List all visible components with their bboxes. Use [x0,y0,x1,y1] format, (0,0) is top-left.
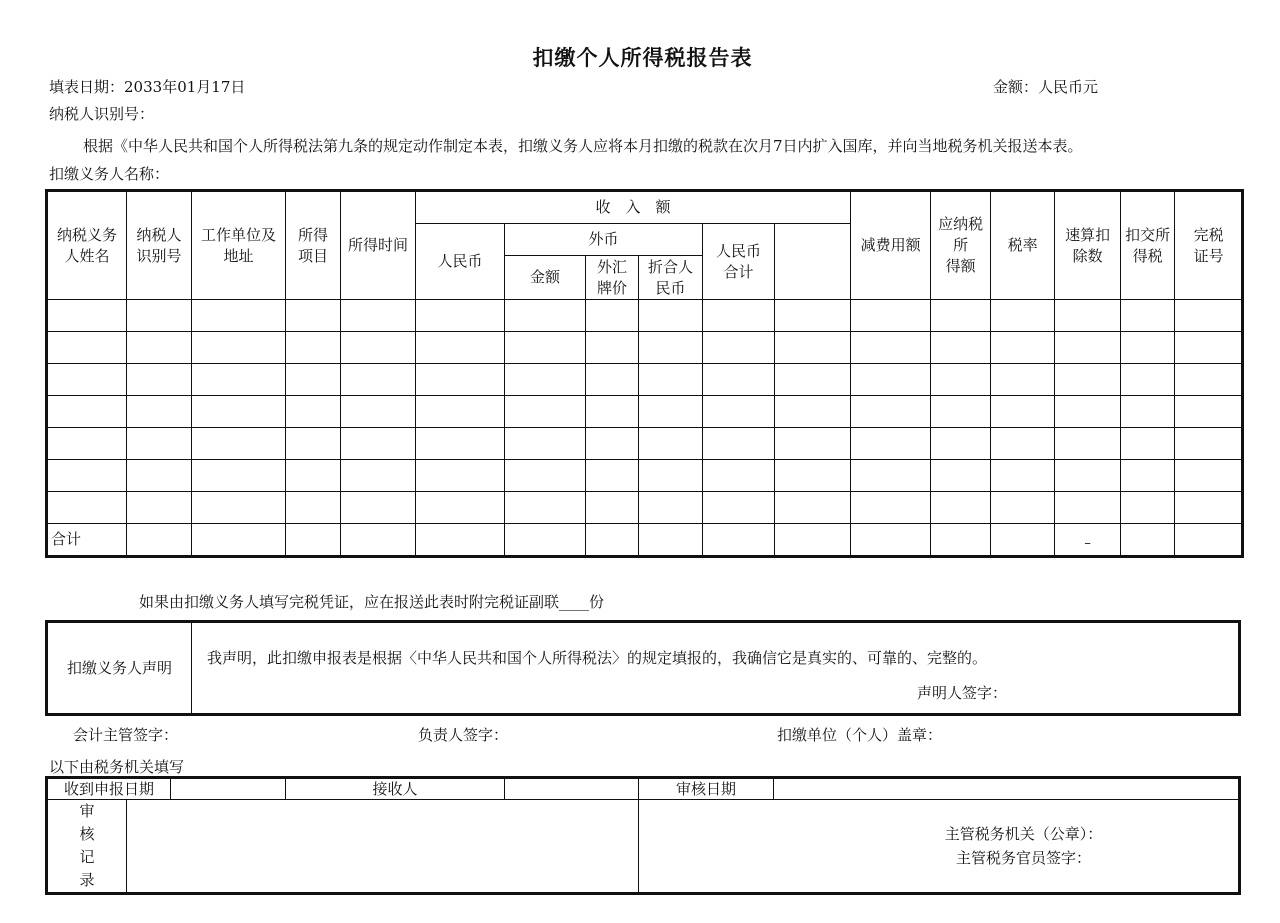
table-cell[interactable] [775,396,851,428]
total-cell[interactable] [416,524,505,557]
table-cell[interactable] [1175,492,1243,524]
table-cell[interactable] [703,396,775,428]
table-cell[interactable] [639,428,703,460]
officer-signature[interactable]: 主管税务官员签字： [956,849,1092,867]
audit-record-label: 审 核 记 录 [47,800,127,894]
table-cell[interactable] [931,460,991,492]
table-cell[interactable] [341,428,416,460]
table-cell[interactable] [1175,300,1243,332]
tax-cert-copy-note: 如果由扣缴义务人填写完税凭证，应在报送此表时附完税证副联____份 [139,593,605,611]
table-cell[interactable] [505,396,586,428]
table-cell[interactable] [286,396,341,428]
amount-unit: 金额：人民币元 [993,78,1099,96]
table-cell[interactable] [47,364,127,396]
table-cell[interactable] [991,332,1055,364]
col-header-rmb: 人民币 [416,224,505,300]
table-cell[interactable] [1055,396,1121,428]
total-cell[interactable] [586,524,639,557]
table-cell[interactable] [775,492,851,524]
table-cell[interactable] [505,428,586,460]
table-cell[interactable] [127,300,192,332]
page-title: 扣缴个人所得税报告表 [532,46,753,70]
table-cell[interactable] [1055,428,1121,460]
table-cell[interactable] [1055,332,1121,364]
table-cell[interactable] [639,332,703,364]
received-date-field[interactable] [171,778,286,800]
authority-seal[interactable]: 主管税务机关（公章）： [944,825,1103,843]
total-cell[interactable] [639,524,703,557]
total-row [47,524,1243,557]
declaration-body [192,622,1240,715]
table-cell[interactable] [47,300,127,332]
col-group-foreign-currency: 外币 [505,224,703,256]
table-cell[interactable] [851,364,931,396]
table-cell[interactable] [586,396,639,428]
table-cell[interactable] [586,364,639,396]
table-cell[interactable] [703,428,775,460]
table-cell[interactable] [416,300,505,332]
col-header-income-time: 所得时间 [341,191,416,300]
total-cell[interactable] [991,524,1055,557]
table-cell[interactable] [703,460,775,492]
table-cell[interactable] [286,364,341,396]
table-cell[interactable] [775,300,851,332]
table-cell[interactable] [1121,492,1175,524]
table-cell[interactable] [505,460,586,492]
table-cell[interactable] [416,460,505,492]
declarant-signature[interactable]: 声明人签字： [917,684,1008,702]
col-header-taxpayer-name: 纳税义务 人姓名 [47,191,127,300]
table-cell[interactable] [47,492,127,524]
fill-date-label: 填表日期： [49,78,125,96]
table-cell[interactable] [1121,364,1175,396]
table-cell[interactable] [851,460,931,492]
col-header-quick-deduction: 速算扣 除数 [1055,191,1121,300]
table-cell[interactable] [775,364,851,396]
col-header-fx-rate: 外汇 牌价 [586,256,639,300]
total-cell[interactable] [931,524,991,557]
table-cell[interactable] [47,460,127,492]
review-date-label: 审核日期 [639,778,774,800]
table-cell[interactable] [286,332,341,364]
table-cell[interactable] [286,492,341,524]
table-cell[interactable] [639,396,703,428]
withholder-name-label: 扣缴义务人名称： [49,165,170,183]
table-cell[interactable] [639,492,703,524]
table-cell[interactable] [586,492,639,524]
person-in-charge-signature[interactable]: 负责人签字： [418,726,509,744]
table-cell[interactable] [127,492,192,524]
table-cell[interactable] [192,428,286,460]
table-cell[interactable] [991,300,1055,332]
total-tax-withheld[interactable]: – [1055,524,1121,557]
col-header-employer: 工作单位及 地址 [192,191,286,300]
table-cell[interactable] [931,364,991,396]
receiver-label: 接收人 [286,778,505,800]
table-cell[interactable] [586,332,639,364]
col-header-fc-amount: 金额 [505,256,586,300]
col-header-income-item: 所得 项目 [286,191,341,300]
table-cell[interactable] [775,428,851,460]
table-cell[interactable] [991,364,1055,396]
table-cell[interactable] [775,460,851,492]
table-cell[interactable] [931,396,991,428]
table-cell[interactable] [192,364,286,396]
table-cell[interactable] [1175,460,1243,492]
tax-authority-table [45,776,1241,895]
table-cell[interactable] [341,300,416,332]
table-cell[interactable] [1175,428,1243,460]
col-header-tax-rate: 税率 [991,191,1055,300]
table-cell[interactable] [341,460,416,492]
table-cell[interactable] [127,428,192,460]
table-cell[interactable] [286,460,341,492]
table-row [47,396,1243,428]
table-cell[interactable] [505,332,586,364]
declaration-text: 我声明，此扣缴申报表是根据〈中华人民共和国个人所得税法〉的规定填报的，我确信它是真实的、可靠的、完整的。 [207,649,988,667]
table-cell[interactable] [1175,332,1243,364]
table-cell[interactable] [1121,300,1175,332]
table-cell[interactable] [639,460,703,492]
accounting-supervisor-signature[interactable]: 会计主管签字： [73,726,179,744]
col-header-tax-withheld: 扣交所 得税 [1121,191,1175,300]
table-cell[interactable] [586,300,639,332]
table-cell[interactable] [341,492,416,524]
table-row [47,300,1243,332]
table-cell[interactable] [47,428,127,460]
table-cell[interactable] [775,332,851,364]
table-cell[interactable] [127,332,192,364]
total-cell[interactable] [703,524,775,557]
table-cell[interactable] [991,428,1055,460]
col-header-rmb-total: 人民币 合计 [703,224,775,300]
table-cell[interactable] [851,428,931,460]
withholding-unit-seal[interactable]: 扣缴单位（个人）盖章： [777,726,943,744]
col-header-taxpayer-id: 纳税人 识别号 [127,191,192,300]
table-cell[interactable] [286,428,341,460]
total-label: 合计 [47,524,127,557]
table-cell[interactable] [639,300,703,332]
tax-authority-section-label: 以下由税务机关填写 [49,758,185,776]
table-cell[interactable] [1121,460,1175,492]
table-cell[interactable] [991,460,1055,492]
table-cell[interactable] [505,300,586,332]
table-row [47,428,1243,460]
table-row [47,332,1243,364]
table-cell[interactable] [1055,300,1121,332]
table-cell[interactable] [127,396,192,428]
total-cell[interactable] [775,524,851,557]
table-cell[interactable] [1055,460,1121,492]
taxpayer-id-label: 纳税人识别号： [49,105,155,123]
table-cell[interactable] [851,396,931,428]
table-cell[interactable] [192,460,286,492]
total-cell[interactable] [286,524,341,557]
col-group-income-amount: 收 入 额 [416,191,851,224]
table-cell[interactable] [192,396,286,428]
fill-date [49,77,245,97]
table-cell[interactable] [1121,428,1175,460]
table-cell[interactable] [192,492,286,524]
declaration-label: 扣缴义务人声明 [47,622,192,715]
table-cell[interactable] [931,492,991,524]
table-cell[interactable] [991,492,1055,524]
table-cell[interactable] [127,460,192,492]
table-cell[interactable] [505,364,586,396]
table-cell[interactable] [851,332,931,364]
authority-signature-area [639,800,1240,894]
table-cell[interactable] [586,460,639,492]
table-cell[interactable] [47,396,127,428]
table-row [47,492,1243,524]
instruction-text: 根据《中华人民共和国个人所得税法第九条的规定动作制定本表，扣缴义务人应将本月扣缴的税款在次月7日内扩入国库，并向当地税务机关报送本表。 [83,137,1083,155]
table-cell[interactable] [703,492,775,524]
table-cell[interactable] [931,332,991,364]
table-cell[interactable] [1055,364,1121,396]
table-cell[interactable] [416,364,505,396]
table-cell[interactable] [639,364,703,396]
total-cell[interactable] [127,524,192,557]
table-row [47,364,1243,396]
table-cell[interactable] [931,300,991,332]
receiver-field[interactable] [505,778,639,800]
fill-date-value[interactable]: 2033年01月17日 [124,78,246,96]
total-cell[interactable] [505,524,586,557]
table-cell[interactable] [416,332,505,364]
table-cell[interactable] [341,364,416,396]
table-cell[interactable] [286,300,341,332]
table-cell[interactable] [47,332,127,364]
data-rows [47,300,1243,524]
table-cell[interactable] [192,300,286,332]
audit-record-field[interactable] [127,800,639,894]
table-cell[interactable] [341,332,416,364]
table-cell[interactable] [1121,396,1175,428]
received-date-label: 收到申报日期 [47,778,171,800]
table-cell[interactable] [703,332,775,364]
table-cell[interactable] [416,492,505,524]
table-cell[interactable] [703,300,775,332]
table-cell[interactable] [1055,492,1121,524]
col-header-deduction: 减费用额 [851,191,931,300]
table-cell[interactable] [851,300,931,332]
total-cell[interactable] [1175,524,1243,557]
table-cell[interactable] [991,396,1055,428]
table-cell[interactable] [341,396,416,428]
table-cell[interactable] [192,332,286,364]
col-header-converted-rmb: 折合人 民币 [639,256,703,300]
table-cell[interactable] [586,428,639,460]
table-cell[interactable] [703,364,775,396]
declaration-table [45,620,1241,716]
withholding-report-table [45,189,1244,558]
table-cell[interactable] [1175,364,1243,396]
table-cell[interactable] [416,428,505,460]
table-cell[interactable] [127,364,192,396]
total-cell[interactable] [1121,524,1175,557]
total-cell[interactable] [851,524,931,557]
table-row [47,460,1243,492]
col-header-taxable-income: 应纳税所 得额 [931,191,991,300]
col-header-tax-cert: 完税 证号 [1175,191,1243,300]
table-cell[interactable] [851,492,931,524]
total-cell[interactable] [341,524,416,557]
table-cell[interactable] [416,396,505,428]
table-cell[interactable] [931,428,991,460]
table-cell[interactable] [1121,332,1175,364]
table-cell[interactable] [1175,396,1243,428]
total-cell[interactable] [192,524,286,557]
review-date-field[interactable] [774,778,1240,800]
table-cell[interactable] [505,492,586,524]
